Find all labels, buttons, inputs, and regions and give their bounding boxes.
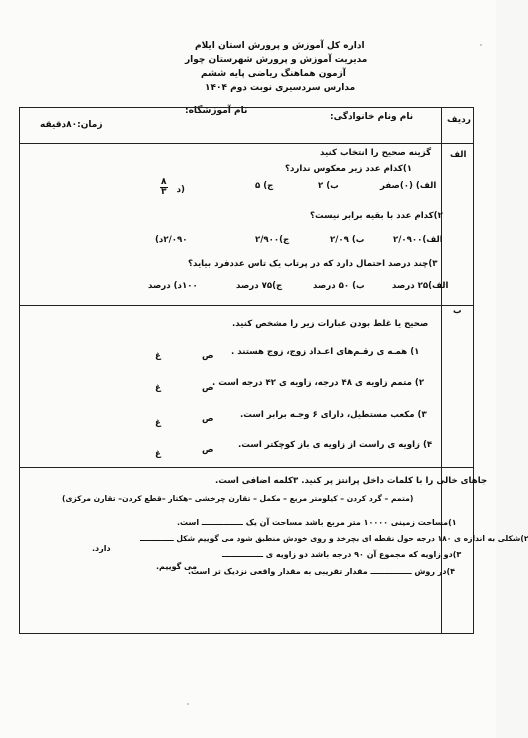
section-be-row: ب: [453, 306, 462, 316]
divider-alef: [19, 305, 474, 306]
q3-option-d: ۱۰۰د) درصد: [148, 281, 198, 291]
q1-option-b: ب) ۲: [318, 181, 339, 191]
q2-option-c: ج)۲/۹۰۰: [255, 235, 290, 245]
section-alef-title: گزینه صحیح را انتخاب کنید: [320, 148, 432, 158]
tf-item-3-true[interactable]: ص: [202, 414, 214, 424]
q2-option-b: ب) ۲/۰۹: [330, 235, 365, 245]
tf-item-1-false[interactable]: غ: [155, 351, 161, 361]
fill-q3-end: می گوییم.: [156, 562, 198, 571]
fill-q2-end: دارد.: [92, 544, 111, 553]
tf-item-4-false[interactable]: غ: [155, 449, 161, 459]
fill-q1: ۱)مساحت زمینی ۱۰۰۰۰ متر مربع باشد مساحت آن یک ـــــــــــــــ است.: [177, 518, 457, 527]
q2-text: ۲)کدام عدد با بقیه برابر نیست؟: [310, 211, 443, 221]
tf-item-1-true[interactable]: ص: [202, 351, 214, 361]
name-label: نام ونام خانوادگی:: [330, 112, 414, 122]
section-alef-row: الف: [450, 150, 467, 160]
tf-item-2: ۲) متمم زاویه ی ۴۸ درجه، زاویه ی ۴۲ درجه است .: [212, 378, 425, 388]
divider-header: [19, 143, 474, 144]
scan-speck: [480, 44, 482, 46]
tf-item-4-true[interactable]: ص: [202, 445, 214, 455]
school-label: نام آموزشگاه:: [185, 106, 248, 116]
q1-option-d-prefix: د): [176, 185, 185, 195]
tf-item-3: ۳) مکعب مستطیل، دارای ۶ وجـه برابر است.: [240, 410, 427, 420]
q1-option-d-denominator: ۳: [161, 187, 167, 197]
q1-option-d-fraction: [160, 178, 168, 197]
header-line-2: مدیریت آموزش و پرورش شهرستان چوار: [185, 55, 368, 65]
q1-text: ۱)کدام عدد زیر معکوس ندارد؟: [285, 164, 413, 174]
q3-option-b: ب) ۵۰ درصد: [313, 281, 365, 291]
row-label: ردیف: [447, 115, 471, 125]
header-line-3: آزمون هماهنگ ریاضی پایه ششم: [201, 69, 346, 79]
q1-option-c: ج) ۵: [255, 181, 274, 191]
tf-item-2-false[interactable]: غ: [155, 383, 161, 393]
q1-option-a: الف) (۰)صفر: [380, 181, 437, 191]
tf-item-2-true[interactable]: ص: [202, 383, 214, 393]
q1-option-d-numerator: ۸: [161, 177, 167, 187]
fill-q3: ۳)دو زاویه که مجموع آن ۹۰ درجه باشد دو زاویه ی ـــــــــــــــ: [222, 550, 462, 559]
divider-be: [19, 467, 474, 468]
scan-speck: [187, 703, 189, 705]
fill-q2: ۲)شکلی به اندازه ی ۱۸۰ درجه حول نقطه ای بچرخد و روی خودش منطبق شود می گوییم شکل ـــــــــــــ: [140, 534, 528, 543]
tf-item-1: ۱) همـه ی رقـم‌های اعـداد زوج، زوج هستند .: [231, 347, 420, 357]
q2-option-d: ۲/۰۹۰د): [155, 235, 188, 245]
tf-item-3-false[interactable]: غ: [155, 418, 161, 428]
time-label: زمان:۸۰دقیقه: [40, 120, 103, 130]
q3-text: ۳)چند درصد احتمال دارد که در پرتاب یک تاس عددفرد بیاید؟: [188, 259, 438, 269]
section-pe-title: جاهای خالی را با کلمات داخل پرانتز پر کنید. ۳کلمه اضافی است.: [215, 476, 488, 486]
fill-q4: ۴)در روش ـــــــــــــــ مقدار تقریبی به مقدار واقعی نزدیک تر است.: [188, 567, 455, 576]
q3-option-c: ج)۷۵ درصد: [236, 281, 283, 291]
q3-option-a: الف)۲۵ درصد: [392, 281, 449, 291]
header-line-1: اداره کل آموزش و پرورش استان ایلام: [195, 41, 365, 51]
q2-option-a: الف)۲/۰۹۰۰: [393, 235, 443, 245]
q1-option-d: [160, 177, 185, 197]
section-pe-words: (متمم – گرد کردن – کیلومتر مربع – مکمل – تقارن چرخشی –هکتار –قطع کردن– تقارن مرکزی): [62, 494, 414, 503]
section-be-title: صحیح یا غلط بودن عبارات زیر را مشخص کنید.: [232, 319, 429, 329]
tf-item-4: ۴) زاویه ی راست از زاویه ی باز کوچکتر است.: [238, 440, 433, 450]
header-line-4: مدارس سردسیری نوبت دوم ۱۴۰۴: [205, 83, 356, 93]
